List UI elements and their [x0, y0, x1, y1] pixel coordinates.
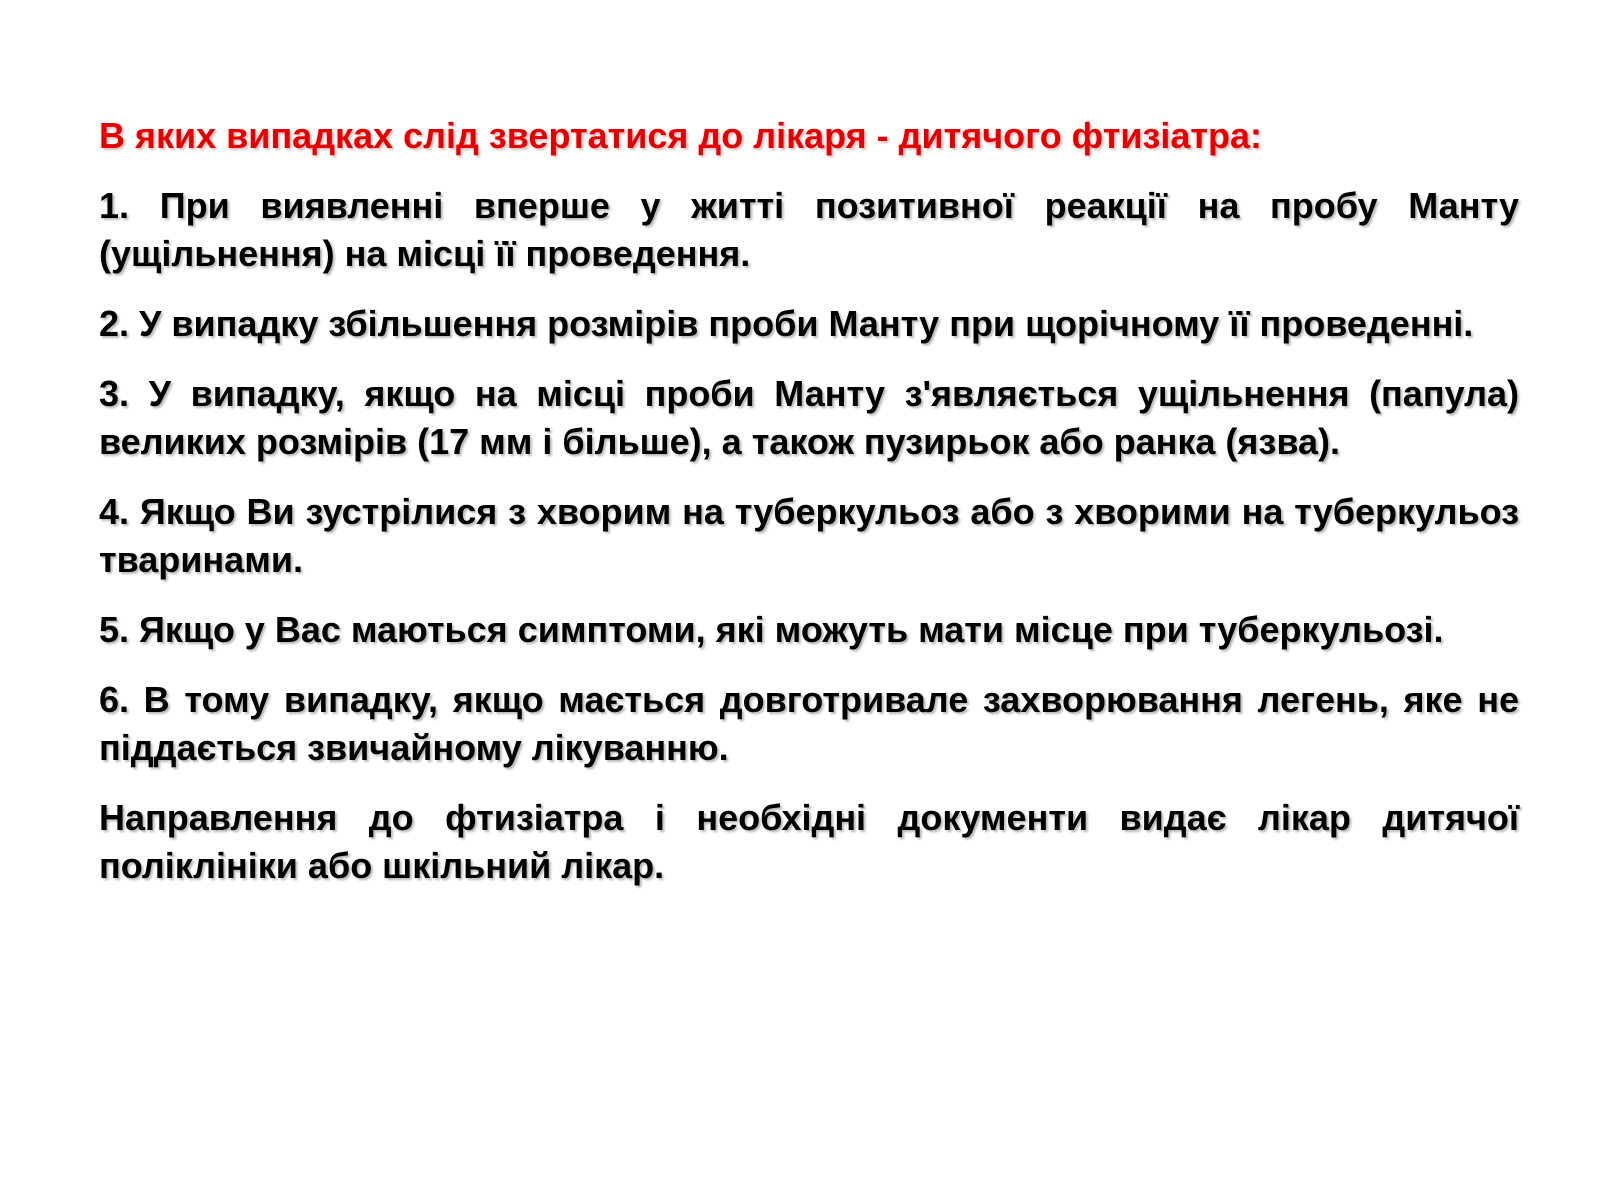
closing-paragraph: Направлення до фтизіатра і необхідні документи видає лікар дитячої поліклініки або шкільний лікар.: [99, 797, 1519, 886]
list-item-4: 4. Якщо Ви зустрілися з хворим на туберкульоз або з хворими на туберкульоз тваринами.: [99, 491, 1519, 580]
list-item-6: 6. В тому випадку, якщо мається довготривале захворювання легень, яке не піддається звичайному лікуванню.: [99, 679, 1519, 768]
slide-content: [99, 112, 1519, 912]
list-item-5: 5. Якщо у Вас маються симптоми, які можуть мати місце при туберкульозі.: [99, 609, 1444, 650]
list-item-2: 2. У випадку збільшення розмірів проби Манту при щорічному її проведенні.: [99, 303, 1474, 344]
slide-title: В яких випадках слід звертатися до лікаря - дитячого фтизіатра:: [99, 115, 1263, 156]
list-item-1: 1. При виявленні вперше у житті позитивної реакції на пробу Манту (ущільнення) на місці її проведення.: [99, 185, 1519, 274]
list-item-3: 3. У випадку, якщо на місці проби Манту з'являється ущільнення (папула) великих розмірів (17 мм і більше), а також пузирьок або ранка (язва).: [99, 373, 1519, 462]
